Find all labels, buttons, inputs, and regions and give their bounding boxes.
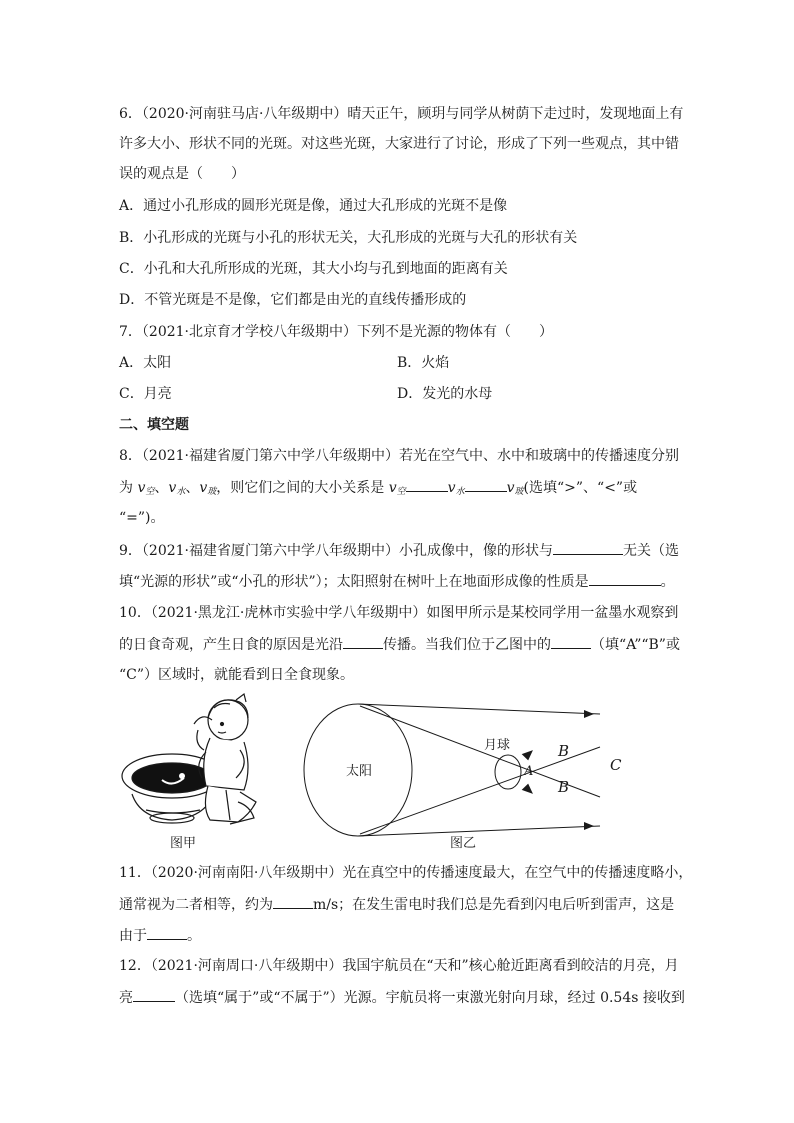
q11-text: 。 [187, 928, 201, 944]
q11-text: m/s；在发生雷电时我们总是先看到闪电后听到雷声，这是 [313, 897, 675, 913]
q7-option-a: A．太阳 [119, 355, 172, 371]
sub-glass: 玻 [207, 487, 217, 497]
q12-text: 亮 [119, 990, 133, 1006]
q11-line-2 [119, 894, 674, 915]
q7-option-d: D．发光的水母 [397, 386, 493, 402]
sun-label: 太阳 [346, 764, 373, 779]
q8-text: ，则它们之间的大小关系是 [216, 480, 389, 496]
q11-text: 通常视为二者相等，约为 [119, 897, 273, 913]
q11-text: 由于 [119, 928, 147, 944]
q10-line-3: “C”）区域时，就能看到日全食现象。 [119, 667, 355, 683]
sub-glass: 玻 [514, 487, 524, 497]
q11-line-1: 11．（2020·河南南阳·八年级期中）光在真空中的传播速度最大，在空气中的传播速度略小， [119, 865, 693, 881]
q9-text: 。 [660, 574, 675, 590]
region-c-label: C [610, 756, 622, 774]
sep: 、 [185, 480, 200, 496]
answer-blank[interactable] [147, 925, 187, 940]
sub-water: 水 [455, 487, 465, 497]
var-v: v [388, 480, 397, 496]
answer-blank[interactable] [406, 477, 448, 492]
q6-line-3: 误的观点是（ ） [119, 166, 245, 182]
q10-text: 传播。当我们位于乙图中的 [383, 637, 551, 653]
var-v: v [447, 480, 456, 496]
girl-basin-drawing [122, 694, 256, 824]
q10-text: （填“A”“B”或 [591, 637, 680, 653]
answer-blank[interactable] [133, 987, 175, 1002]
caption-left: 图甲 [170, 836, 197, 851]
q8-line-1: 8．（2021·福建省厦门第六中学八年级期中）若光在空气中、水中和玻璃中的传播速度分别 [119, 448, 679, 464]
answer-blank[interactable] [465, 477, 507, 492]
q7-stem: 7．（2021·北京育才学校八年级期中）下列不是光源的物体有（ ） [119, 324, 553, 340]
region-a-label: A [524, 764, 534, 779]
section-heading: 二、填空题 [119, 417, 189, 433]
answer-blank[interactable] [551, 634, 591, 649]
q6-line-2: 许多大小、形状不同的光斑。对这些光斑，大家进行了讨论，形成了下列一些观点，其中错 [119, 136, 679, 152]
q10-line-1: 10．（2021·黑龙江·虎林市实验中学八年级期中）如图甲所示是某校同学用一盆墨水观察到 [119, 605, 679, 621]
q6-option-c: C．小孔和大孔所形成的光斑，其大小均与孔到地面的距离有关 [119, 261, 508, 277]
moon-label: 月球 [484, 738, 511, 753]
q10-text: 的日食奇观，产生日食的原因是光沿 [119, 637, 343, 653]
answer-blank[interactable] [273, 894, 313, 909]
q6-line-1: 6．（2020·河南驻马店·八年级期中）晴天正午，顾玥与同学从树荫下走过时，发现地面上有 [119, 106, 684, 122]
q12-line-1: 12．（2021·河南周口·八年级期中）我国宇航员在“天和”核心舱近距离看到皎洁的月亮，月 [119, 958, 679, 974]
caption-right: 图乙 [450, 836, 477, 851]
q6-option-b: B．小孔形成的光斑与小孔的形状无关，大孔形成的光斑与大孔的形状有关 [119, 230, 578, 246]
q6-option-a: A．通过小孔形成的圆形光斑是像，通过大孔形成的光斑不是像 [119, 198, 508, 214]
q8-text: (选填“>”、“<”或 [523, 480, 638, 496]
var-v: v [168, 480, 177, 496]
region-b-upper-label: B [558, 742, 570, 760]
q9-text: 填“光源的形状”或“小孔的形状”）；太阳照射在树叶上在地面形成像的性质是 [119, 574, 589, 590]
sep: 、 [154, 480, 169, 496]
q10-line-2 [119, 634, 680, 655]
sub-air: 空 [145, 487, 155, 497]
q12-text: （选填“属于”或“不属于”）光源。宇航员将一束激光射向月球，经过 0.54s 接收到 [175, 990, 685, 1006]
answer-blank[interactable] [553, 540, 623, 555]
sub-air: 空 [396, 487, 406, 497]
region-b-lower-label: B [558, 778, 570, 796]
q8-line-2 [119, 477, 637, 502]
q11-line-3 [119, 925, 201, 946]
q9-text: 无关（选 [623, 543, 679, 559]
q9-line-1 [119, 540, 679, 561]
q7-option-b: B．火焰 [397, 355, 450, 371]
q8-line-3: “=”)。 [119, 510, 165, 526]
q7-option-c: C．月亮 [119, 386, 172, 402]
q8-text: 为 [119, 480, 138, 496]
q12-line-2 [119, 987, 685, 1008]
answer-blank[interactable] [589, 571, 661, 586]
q6-option-d: D．不管光斑是不是像，它们都是由光的直线传播形成的 [119, 292, 467, 308]
answer-blank[interactable] [343, 634, 383, 649]
sub-water: 水 [176, 487, 186, 497]
var-v: v [137, 480, 146, 496]
var-v: v [199, 480, 208, 496]
q9-line-2 [119, 571, 675, 592]
var-v: v [506, 480, 515, 496]
q9-text: 9．（2021·福建省厦门第六中学八年级期中）小孔成像中，像的形状与 [119, 543, 553, 559]
eclipse-figure [110, 690, 630, 855]
